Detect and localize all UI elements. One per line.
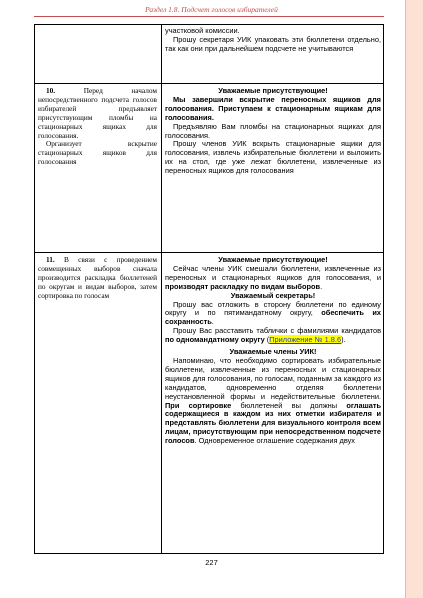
- row11-p3-text: Прошу Вас расставить таблички с фамилиями кандидатов: [173, 326, 381, 336]
- row-prev-text-2: Прошу секретаря УИК упаковать эти бюллетени отдельно, так как они при дальнейшем подсчете не учитываются: [165, 34, 381, 53]
- row11-number: 11.: [46, 255, 55, 264]
- header-rule: [34, 16, 384, 17]
- row11-p2-bold: обеспечить их сохранность: [165, 308, 381, 327]
- row-prev-right: [165, 27, 381, 54]
- row11-p4-text-3: . Одновременное оглашение содержания двух: [194, 436, 355, 446]
- page-number: 227: [205, 558, 218, 567]
- row11-greeting-1: Уважаемые присутствующие!: [218, 255, 328, 264]
- row11-p4-bold-1: При сортировке: [165, 400, 232, 410]
- row11-left: [38, 256, 157, 301]
- row11-p1-end: .: [320, 281, 323, 291]
- row11-left-text: В связи с проведением совмещенных выборов сначала производится раскладка бюллетеней по округам и видам выборов, затем сортировка по голосам: [38, 255, 157, 300]
- row-prev-text-1: участковой комиссии.: [165, 26, 240, 35]
- row11-p4-text-2: бюллетеней вы должны: [231, 400, 347, 410]
- row10-left: [38, 87, 157, 167]
- row-divider-11: [35, 252, 383, 253]
- row11-p2-text: Прошу вас отложить в сторону бюллетени по единому округу и по пятимандатному округу,: [165, 299, 381, 318]
- row10-left-text-1: Перед началом непосредственного подсчета голосов избирателей предъявляет присутствующим пломбы на стационарных ящиках для голосования.: [38, 86, 157, 140]
- row11-greeting-2: Уважаемый секретарь!: [230, 290, 316, 300]
- row10-text-1: Мы завершили вскрытие переносных ящиков для голосования. Приступаем к стационарным ящикам для голосования.: [165, 94, 381, 122]
- row11-p3-end: ).: [341, 335, 346, 345]
- appendix-link[interactable]: Приложение № 1.8.6: [269, 335, 342, 345]
- row10-number: 10.: [46, 86, 56, 95]
- row10-right: [165, 87, 381, 176]
- side-margin-stripe: [405, 0, 423, 598]
- row10-text-2: Предъявляю Вам пломбы на стационарных ящиках для голосования.: [165, 121, 381, 140]
- running-header: Раздел 1.8. Подсчет голосов избирателей: [145, 5, 278, 14]
- row11-p3-bold: по одномандатному округу: [165, 335, 265, 345]
- row11-right: [165, 256, 381, 446]
- row11-p1-bold: производят раскладку по видам выборов: [165, 281, 321, 291]
- row11-greeting-3: Уважаемые члены УИК!: [229, 347, 317, 357]
- row11-p4-text: Напоминаю, что необходимо сортировать избирательные бюллетени, извлеченные из переносных и стационарных ящиков для голосования, по голосам, поданным за каждого из кандидатов, одновременно отделяя бюллетени неустановленной формы и недействительные бюллетени.: [165, 355, 381, 401]
- row10-text-3: Прошу членов УИК вскрыть стационарные ящики для голосования, извлечь избирательные бюллетени и выложить их на стол, где уже лежат бюллетени, извлеченные из переносных ящиков для голосования: [165, 139, 381, 176]
- row11-p4-bold-2: оглашать содержащиеся в каждом из них отметки избирателя и представлять бюллетени для визуального контроля всем лицам, присутствующим при непосредственном подсчете голосов: [165, 400, 382, 446]
- column-divider: [161, 25, 162, 553]
- row10-greeting: Уважаемые присутствующие!: [218, 86, 328, 95]
- procedure-table: [34, 24, 384, 554]
- row11-p3-paren: (: [264, 335, 270, 345]
- row11-p2-end: .: [211, 317, 214, 327]
- row10-left-text-2: Организует вскрытие стационарных ящиков для голосования: [38, 139, 157, 167]
- row11-p1-text: Сейчас члены УИК смешали бюллетени, извлеченные из переносных и стационарных ящиков для голосования, и: [165, 263, 381, 282]
- row-divider-10: [35, 83, 383, 84]
